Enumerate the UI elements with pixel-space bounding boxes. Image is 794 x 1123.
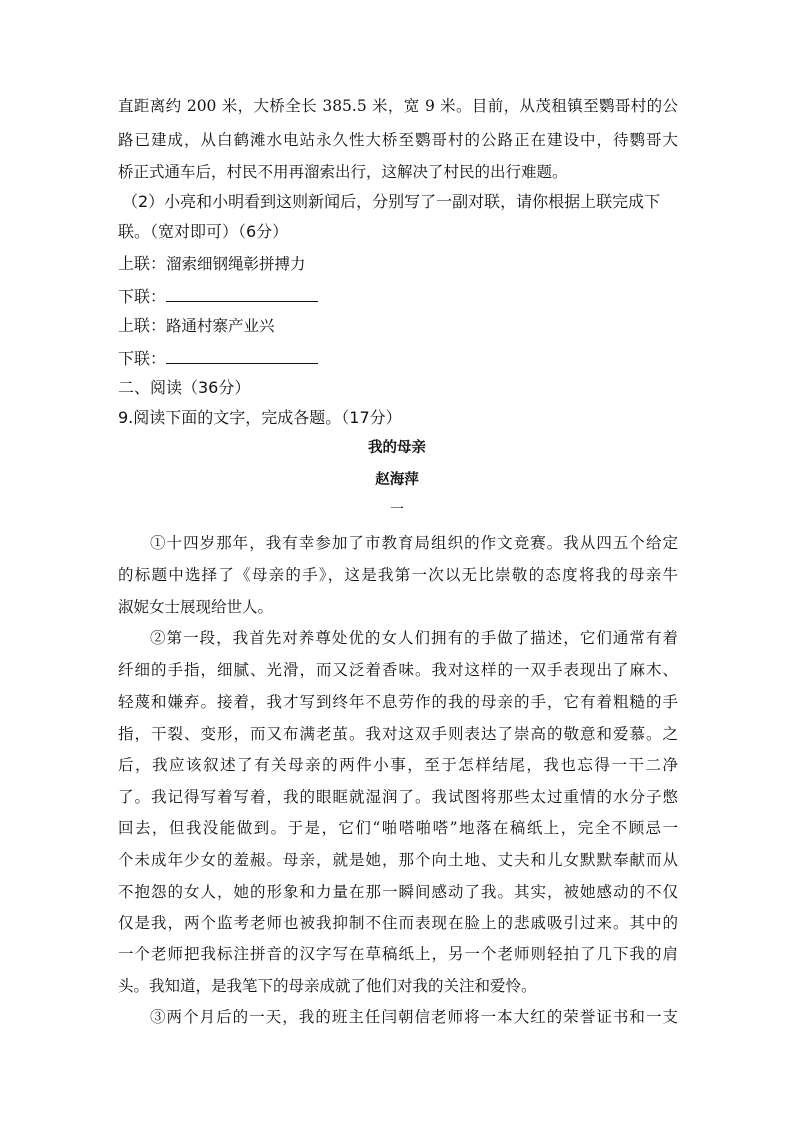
lower-couplet-label: 下联： — [118, 349, 167, 368]
couplet-1-lower — [118, 286, 678, 307]
paragraph-1-line-3: 淑妮女士展现给世人。 — [118, 598, 274, 616]
intro-line-1: 直距离约 200 米，大桥全长 385.5 米，宽 9 米。目前，从茂租镇至鹦哥村的公 — [118, 97, 678, 115]
paragraph-3-line-1: ③两个月后的一天，我的班主任闫朝信老师将一本大红的荣誉证书和一支 — [150, 1008, 678, 1026]
upper-couplet-label: 上联： — [118, 254, 167, 273]
paragraph-1-line-1: ①十四岁那年，我有幸参加了市教育局组织的作文竞赛。我从四五个给定 — [150, 534, 678, 552]
paragraph-2-line-4: 指，干裂、变形，而又布满老茧。我对这双手则表达了崇高的敬意和爱慕。之 — [118, 725, 678, 743]
paragraph-2-line-5: 后，我应该叙述了有关母亲的两件小事，至于怎样结尾，我也忘得一干二净 — [118, 756, 678, 774]
intro-line-3: 桥正式通车后，村民不用再溜索出行，这解决了村民的出行难题。 — [118, 163, 568, 181]
article-part-number: 一 — [390, 502, 404, 518]
question-2-line-2: 联。（宽对即可）（6分） — [118, 222, 289, 241]
article-title: 我的母亲 — [368, 439, 426, 456]
question-2-line-1: （2）小亮和小明看到这则新闻后，分别写了一副对联，请你根据上联完成下 — [122, 192, 661, 211]
article-author: 赵海萍 — [375, 471, 419, 488]
paragraph-2-line-11: 一个老师把我标注拼音的汉字写在草稿纸上，另一个老师则轻拍了几下我的肩 — [118, 945, 678, 963]
lower-couplet-answer-blank[interactable] — [166, 348, 318, 364]
lower-couplet-answer-blank[interactable] — [166, 286, 318, 302]
paragraph-2-line-10: 仅是我，两个监考老师也被我抑制不住而表现在脸上的悲戚吸引过来。其中的 — [118, 914, 678, 932]
couplet-2-lower — [118, 348, 678, 369]
lower-couplet-label: 下联： — [118, 287, 167, 306]
couplet-2-upper — [118, 316, 678, 336]
paragraph-1-line-2: 的标题中选择了《母亲的手》，这是我第一次以无比崇敬的态度将我的母亲牛 — [118, 566, 678, 584]
paragraph-2-line-8: 个未成年少女的羞赧。母亲，就是她，那个向土地、丈夫和儿女默默奉献而从 — [118, 851, 678, 869]
paragraph-2-line-6: 了。我记得写着写着，我的眼眶就湿润了。我试图将那些太过重情的水分子憋 — [118, 788, 678, 806]
section-2-heading: 二、阅读（36分） — [118, 378, 251, 397]
paragraph-2-line-1: ②第一段，我首先对养尊处优的女人们拥有的手做了描述，它们通常有着 — [150, 629, 678, 647]
paragraph-2-line-2: 纤细的手指，细腻、光滑，而又泛着香味。我对这样的一双手表现出了麻木、 — [118, 661, 678, 679]
intro-line-2: 路已建成，从白鹤滩水电站永久性大桥至鹦哥村的公路正在建设中，待鹦哥大 — [118, 131, 678, 149]
upper-couplet-label: 上联： — [118, 316, 167, 335]
paragraph-2-line-3: 轻蔑和嫌弃。接着，我才写到终年不息劳作的我的母亲的手，它有着粗糙的手 — [118, 693, 678, 711]
couplet-1-upper — [118, 254, 678, 274]
paragraph-2-line-12: 头。我知道，是我笔下的母亲成就了他们对我的关注和爱怜。 — [118, 977, 537, 995]
upper-couplet-text: 溜索细钢绳彰拼搏力 — [166, 255, 306, 273]
upper-couplet-text: 路通村寨产业兴 — [166, 317, 275, 335]
paragraph-2-line-9: 不抱怨的女人，她的形象和力量在那一瞬间感动了我。其实，被她感动的不仅 — [118, 883, 678, 901]
paragraph-2-line-7: 回去，但我没能做到。于是，它们“啪嗒啪嗒”地落在稿纸上，完全不顾忌一 — [118, 819, 678, 837]
question-9-prompt: 9.阅读下面的文字，完成各题。（17分） — [118, 408, 402, 427]
